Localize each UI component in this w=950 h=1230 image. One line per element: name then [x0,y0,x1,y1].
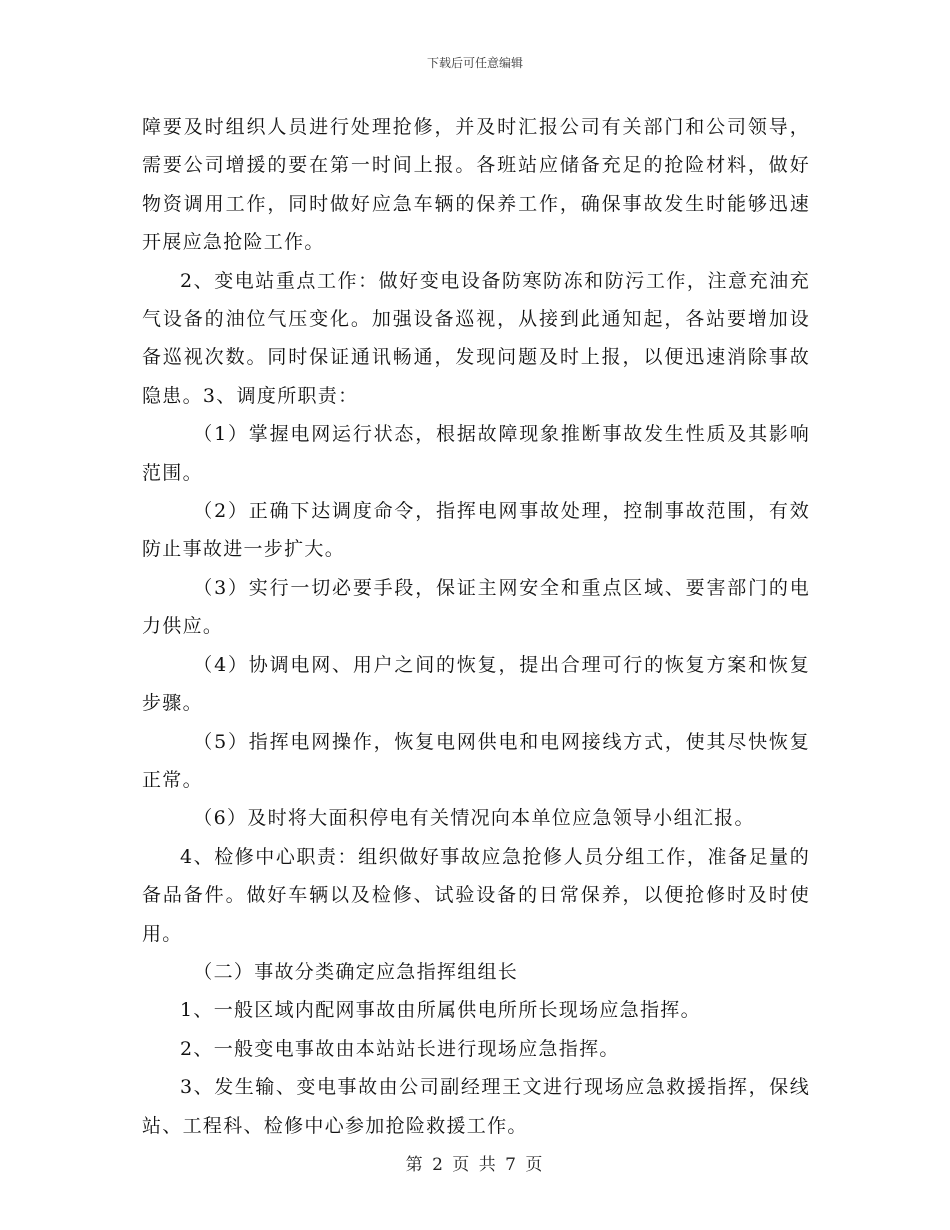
paragraph-dispatch-item-5: （5）指挥电网操作，恢复电网供电和电网接线方式，使其尽快恢复正常。 [142,730,810,791]
document-body [142,108,810,1145]
paragraph-rule-3: 3、发生输、变电事故由公司副经理王文进行现场应急救援指挥，保线站、工程科、检修中心参加抢险救援工作。 [142,1076,810,1137]
section-heading: （二）事故分类确定应急指挥组组长 [193,960,519,983]
paragraph-dispatch-item-3: （3）实行一切必要手段，保证主网安全和重点区域、要害部门的电力供应。 [142,576,810,638]
page-number: 第 2 页 共 7 页 [405,1155,545,1175]
paragraph-rule-2: 2、一般变电事故由本站站长进行现场应急指挥。 [180,1037,620,1060]
paragraph-dispatch-item-1: （1）掌握电网运行状态，根据故障现象推断事故发生性质及其影响范围。 [142,423,810,484]
paragraph-substation: 2、变电站重点工作：做好变电设备防寒防冻和防污工作，注意充油充气设备的油位气压变化。加强设备巡视，从接到此通知起，各站要增加设备巡视次数。同时保证通讯畅通，发现问题及时上报，以便迅速消除事故隐患。3、调度所职责： [142,269,810,407]
paragraph-dispatch-item-6: （6）及时将大面积停电有关情况向本单位应急领导小组汇报。 [193,807,755,830]
paragraph-rule-1: 1、一般区域内配网事故由所属供电所所长现场应急指挥。 [180,999,701,1022]
paragraph-dispatch-item-2: （2）正确下达调度命令，指挥电网事故处理，控制事故范围，有效防止事故进一步扩大。 [142,500,810,561]
paragraph-maintenance-center: 4、检修中心职责：组织做好事故应急抢修人员分组工作，准备足量的备品备件。做好车辆以及检修、试验设备的日常保养，以便抢修时及时使用。 [142,845,810,945]
paragraph-dispatch-item-4: （4）协调电网、用户之间的恢复，提出合理可行的恢复方案和恢复步骤。 [142,653,810,715]
header-note: 下载后可任意编辑 [426,56,523,70]
paragraph-continued: 障要及时组织人员进行处理抢修，并及时汇报公司有关部门和公司领导，需要公司增援的要在第一时间上报。各班站应储备充足的抢险材料，做好物资调用工作，同时做好应急车辆的保养工作，确保事故发生时能够迅速开展应急抢险工作。 [142,116,810,254]
